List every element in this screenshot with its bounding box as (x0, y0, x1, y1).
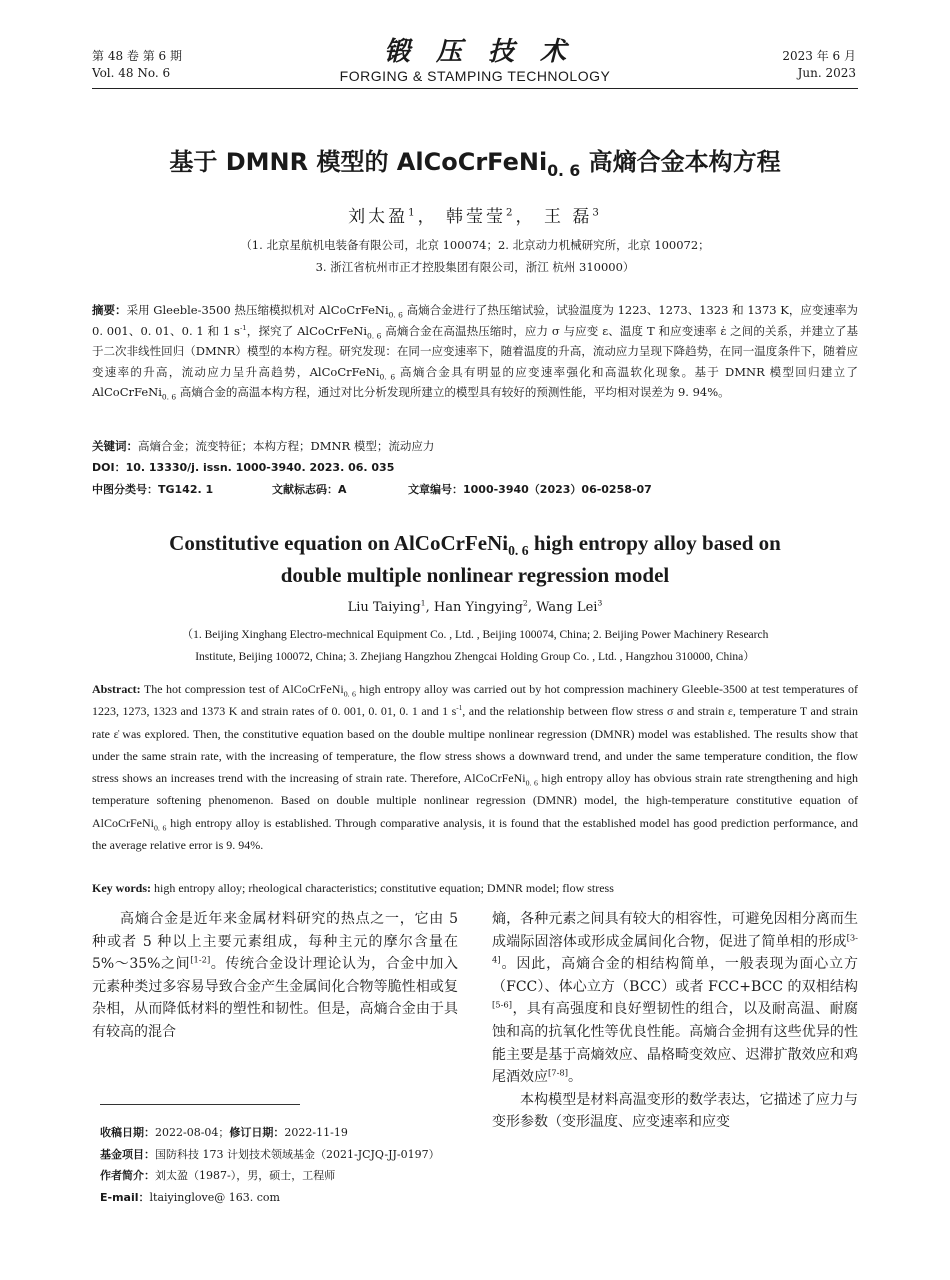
abstract-en-label: Abstract: (92, 682, 141, 696)
abstract-cn-sub: 0. 6 (379, 372, 396, 382)
keywords-en (92, 878, 858, 899)
abstract-en (92, 678, 858, 856)
date-cn: 2023 年 6 月 (782, 49, 856, 63)
abstract-en-unit-sup: -1 (456, 704, 463, 713)
header-rule (92, 88, 858, 89)
body-text: 高熵合金是近年来金属材料研究的热点之一，它由 5 种或者 5 种以上主要元素组成，每种主元的摩尔含量在 5%～35%之间 (92, 911, 458, 973)
abstract-cn-text: 高熵合金进行了热压缩试验，试验温度为 1223、1273、1323 和 1373 K，应变速率为 0. 001、0. 01、0. 1 和 1 s (92, 303, 859, 338)
title-en-text: Constitutive equation on AlCoCrFeNi (169, 531, 509, 555)
footnote-fund (100, 1144, 480, 1166)
footnotes (100, 1122, 480, 1208)
abstract-cn-sub: 0. 6 (367, 330, 382, 340)
received-label: 收稿日期： (100, 1126, 155, 1139)
revised-date: 2022-11-19 (284, 1126, 348, 1139)
footnote-dates (100, 1122, 480, 1144)
title-en-line-1 (0, 527, 950, 559)
keywords-cn-label: 关键词： (92, 439, 138, 453)
author-cn-3: 王 磊 (543, 207, 593, 227)
author-cn-1: 刘太盈 (348, 207, 409, 227)
article-number: 文章编号：1000-3940（2023）06-0258-07 (408, 483, 652, 496)
body-text: 。因此，高熵合金的相结构简单，一般表现为面心立方（FCC）、体心立方（BCC）或者 FCC+BCC 的双相结构 (492, 956, 858, 995)
body-text: ，具有高强度和良好塑韧性的组合，以及耐高温、耐腐蚀和高的抗氧化性等优良性能。高熵合金拥有这些优异的性能主要是基于高熵效应、晶格畸变效应、迟滞扩散效应和鸡尾酒效应 (492, 1001, 858, 1086)
title-cn-subscript: 0. 6 (547, 161, 581, 180)
affiliation-cn-line-1: （1. 北京星航机电装备有限公司，北京 100074；2. 北京动力机械研究所，北京 100072； (240, 238, 710, 252)
running-header-date (782, 48, 856, 82)
body-column-left (92, 908, 458, 1044)
email-link[interactable]: ltaiyinglove@ 163. com (149, 1190, 280, 1204)
citation-ref[interactable]: [5-6] (492, 999, 513, 1010)
keywords-en-text: high entropy alloy; rheological characteristics; constitutive equation; DMNR model; flow stress (151, 881, 614, 895)
body-column-right (492, 908, 858, 1134)
author-en-2: Han Yingying (433, 600, 523, 615)
author-en-3: Wang Lei (536, 600, 598, 615)
abstract-cn-text: ，探究了 AlCoCrFeNi (246, 323, 368, 338)
title-en-line-2: double multiple nonlinear regression model (280, 563, 670, 587)
received-date: 2022-08-04； (155, 1126, 230, 1139)
paper-title-en (0, 527, 950, 591)
affiliation-en-line-2: Institute, Beijing 100072, China; 3. Zhejiang Hangzhou Zhengcai Holding Group Co. , Ltd. , Hangzhou 310000, China） (195, 651, 755, 663)
abstract-en-sub: 0. 6 (154, 823, 167, 833)
keywords-en-label: Key words: (92, 881, 151, 895)
body-paragraph (492, 908, 858, 1089)
citation-ref[interactable]: [3-4] (492, 931, 858, 965)
body-paragraph: 本构模型是材料高温变形的数学表达，它描述了应力与变形参数（变形温度、应变速率和应变 (492, 1091, 858, 1131)
abstract-en-text: high entropy alloy has obvious strain rate strengthening and high temperature softening phenomenon. Based on double multiple nonlinear regression (DMNR) model, the high-temperature constitutive equation of AlCoCrFeNi (92, 771, 858, 830)
abstract-en-text: The hot compression test of AlCoCrFeNi (140, 682, 344, 696)
author-cn-2-aff: 2 (506, 207, 516, 219)
title-cn-text-end: 高熵合金本构方程 (580, 148, 781, 176)
title-en-subscript: 0. 6 (508, 543, 529, 559)
abstract-cn (92, 300, 858, 403)
footnote-author (100, 1165, 480, 1187)
citation-ref[interactable]: [7-8] (548, 1067, 569, 1078)
affiliations-cn (0, 234, 950, 278)
body-text: 熵，各种元素之间具有较大的相容性，可避免因相分离而生成端际固溶体或形成金属间化合物，促进了简单相的形成 (492, 911, 858, 950)
clc-number: 中图分类号：TG142. 1 (92, 483, 214, 496)
abstract-cn-unit-sup: -1 (239, 323, 247, 332)
fund-text: 国防科技 173 计划技术领域基金（2021-JCJQ-JJ-0197） (155, 1147, 440, 1161)
abstract-en-text: high entropy alloy is established. Through comparative analysis, it is found that the established model has good prediction performance, and the average relative error is 9. 94%. (92, 815, 858, 853)
body-paragraph (92, 908, 458, 1044)
abstract-cn-text: 高熵合金的高温本构方程，通过对比分析发现所建立的模型具有较好的预测性能，平均相对误差为 9. 94%。 (176, 385, 730, 400)
email-label: E-mail： (100, 1190, 150, 1204)
journal-name-en: FORGING & STAMPING TECHNOLOGY (339, 68, 611, 84)
title-cn-text: 基于 DMNR 模型的 AlCoCrFeNi (169, 148, 548, 176)
abstract-cn-text: 高熵合金在高温热压缩时，应力 σ 与应变 ε、温度 T 和应变速率 ε̇ 之间的关系，并建立了基于二次非线性回归（DMNR）模型的本构方程。研究发现：在同一应变速率下，随着温度的升高，流动应力呈现下降趋势，在同一温度条件下，随着应变速率的升高，流动应力呈升高趋势，AlCoCrFeNi (92, 323, 858, 379)
abstract-en-text: , and the relationship between flow stress σ and strain ε, temperature T and strain rate ε̇ was explored. Then, the constitutive equation based on the double multipe nonlinear regression (DMNR) model was established. The results show that under the same strain rate, with the increasing of temperature, the flow stress shows a downward trend, and under the same temperature condition, the flow stress shows an increases trend with the increasing of strain rate. Therefore, AlCoCrFeNi (92, 704, 858, 786)
author-en-2-aff: 2 (522, 598, 528, 608)
abstract-en-sub: 0. 6 (343, 689, 356, 699)
keywords-cn (92, 436, 858, 457)
affiliation-cn-line-2: 3. 浙江省杭州市正才控股集团有限公司，浙江 杭州 310000） (315, 260, 635, 274)
paper-title-cn (0, 146, 950, 178)
volume-cn: 第 48 卷 第 6 期 (92, 49, 182, 63)
keywords-cn-text: 高熵合金；流变特征；本构方程；DMNR 模型；流动应力 (138, 439, 435, 453)
affiliations-en (92, 624, 858, 668)
abstract-cn-text: 采用 Gleeble-3500 热压缩模拟机对 AlCoCrFeNi (126, 303, 389, 317)
classification-row (92, 480, 858, 501)
author-cn-1-aff: 1 (408, 207, 418, 219)
volume-en: Vol. 48 No. 6 (92, 66, 171, 80)
body-text: 。传统合金设计理论认为，合金中加入元素种类过多容易导致合金产生金属间化合物等脆性相或复杂相，从而降低材料的塑性和韧性。但是，高熵合金由于具有较高的混合 (92, 956, 459, 1040)
fund-label: 基金项目： (100, 1147, 155, 1161)
document-code: 文献标志码：A (272, 483, 347, 496)
doi (92, 458, 858, 479)
title-en-text-end: high entropy alloy based on (528, 531, 781, 555)
authors-en: Liu Taiying$^1$, Han Yingying$^2$, Wang Lei$^3$ (347, 598, 603, 615)
abstract-cn-text: 高熵合金具有明显的应变速率强化和高温软化现象。基于 DMNR 模型回归建立了 AlCoCrFeNi (92, 364, 858, 400)
body-text: 。 (568, 1069, 583, 1086)
abstract-en-sub: 0. 6 (525, 778, 538, 788)
abstract-cn-sub: 0. 6 (161, 392, 177, 402)
date-en: Jun. 2023 (797, 66, 856, 80)
revised-label: 修订日期： (229, 1126, 285, 1139)
author-en-3-aff: 3 (597, 598, 603, 608)
abstract-cn-label: 摘要： (92, 303, 127, 317)
doi-label: DOI： (92, 461, 126, 474)
footnote-email (100, 1187, 480, 1209)
abstract-cn-sub: 0. 6 (388, 310, 403, 320)
authors-cn: 刘太盈$^1$， 韩莹莹$^2$， 王 磊$^3$ (348, 207, 602, 227)
author-cn-2: 韩莹莹 (446, 207, 507, 227)
author-bio-text: 刘太盈（1987-），男，硕士，工程师 (155, 1169, 336, 1182)
footnote-rule (100, 1104, 300, 1105)
author-bio-label: 作者简介： (100, 1169, 155, 1182)
abstract-en-text: high entropy alloy was carried out by hot compression machinery Gleeble-3500 at test temperatures of 1223, 1273, 1323 and 1373 K and strain rates of 0. 001, 0. 01, 0. 1 and 1 s (92, 682, 858, 719)
journal-name-cn: 锻压技术 (383, 37, 592, 67)
author-en-1: Liu Taiying (347, 600, 421, 615)
citation-ref[interactable]: [1-2] (190, 954, 211, 965)
author-cn-3-aff: 3 (592, 207, 602, 219)
affiliation-en-line-1: （1. Beijing Xinghang Electro-mechnical Equipment Co. , Ltd. , Beijing 100074, China; 2. Beijing Power Machinery Research (181, 629, 769, 641)
doi-link[interactable]: 10. 13330/j. issn. 1000-3940. 2023. 06. 035 (125, 461, 395, 474)
author-en-1-aff: 1 (420, 598, 426, 608)
